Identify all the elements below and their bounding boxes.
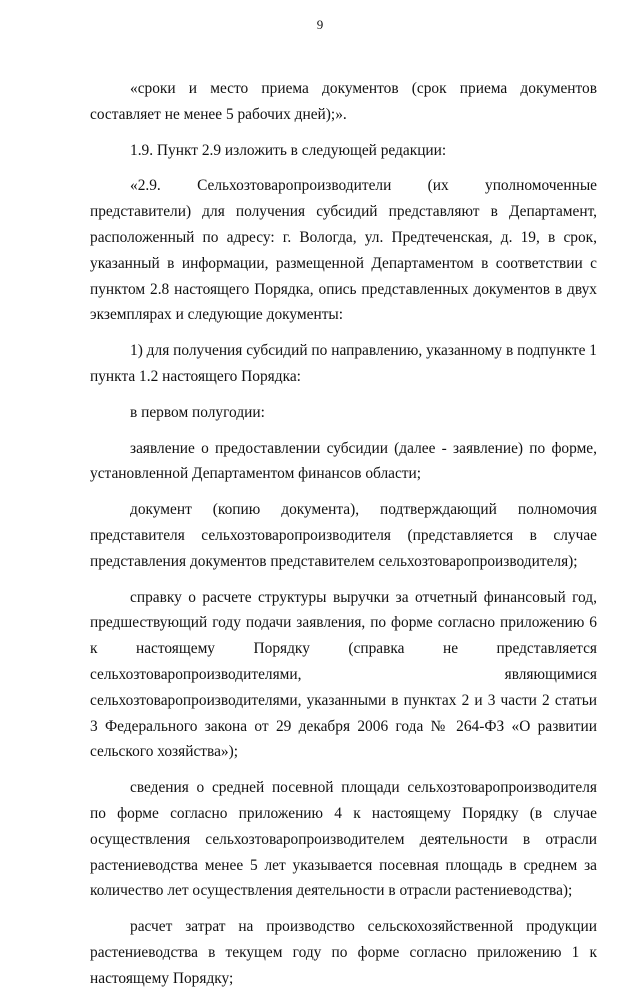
paragraph-application: заявление о предоставлении субсидии (далее - заявление) по форме, установленной Департаментом финансов области; xyxy=(90,439,597,483)
paragraph-first-half-year: в первом полугодии: xyxy=(130,403,265,421)
paragraph-cost-calculation: расчет затрат на производство сельскохозяйственной продукции растениеводства в текущем году по форме согласно приложению 1 к настоящему Порядку; xyxy=(90,918,597,987)
paragraph-1-9: 1.9. Пункт 2.9 изложить в следующей редакции: xyxy=(130,141,447,159)
paragraph-revenue-certificate: справку о расчете структуры выручки за отчетный финансовый год, предшествующий году подачи заявления, по форме согласно приложению 6 к настоящему Порядку (справка не представляется сельхозтоваропроизводителями, являющимися сельхозтоваропроизводителями, указанными в пунктах 2 и 3 части 2 статьи 3 Федерального закона от 29 декабря 2006 года № 264-ФЗ «О развитии сельского хозяйства»); xyxy=(90,588,597,761)
page-number: 9 xyxy=(316,17,324,32)
paragraph-authority-document: документ (копию документа), подтверждающий полномочия представителя сельхозтоваропроизводителя (представляется в случае представления документов представителем сельхозтоваропроизводителя); xyxy=(90,501,597,570)
paragraph-deadline-place: «сроки и место приема документов (срок приема документов составляет не менее 5 рабочих дней);». xyxy=(90,80,597,123)
paragraph-2-9: «2.9. Сельхозтоваропроизводители (их уполномоченные представители) для получения субсидий представляют в Департамент, расположенный по адресу: г. Вологда, ул. Предтеченская, д. 19, в срок, указанный в информации, размещенной Департаментом в соответствии с пунктом 2.8 настоящего Порядка, опись представленных документов в двух экземплярах и следующие документы: xyxy=(90,177,597,324)
document-body xyxy=(90,76,597,992)
paragraph-item-1: 1) для получения субсидий по направлению, указанному в подпункте 1 пункта 1.2 настоящего Порядка: xyxy=(90,342,597,385)
paragraph-sown-area: сведения о средней посевной площади сельхозтоваропроизводителя по форме согласно приложению 4 к настоящему Порядку (в случае осуществления сельхозтоваропроизводителем деятельности в отрасли растениеводства менее 5 лет указывается посевная площадь в среднем за количество лет осуществления деятельности в отрасли растениеводства); xyxy=(90,779,597,900)
